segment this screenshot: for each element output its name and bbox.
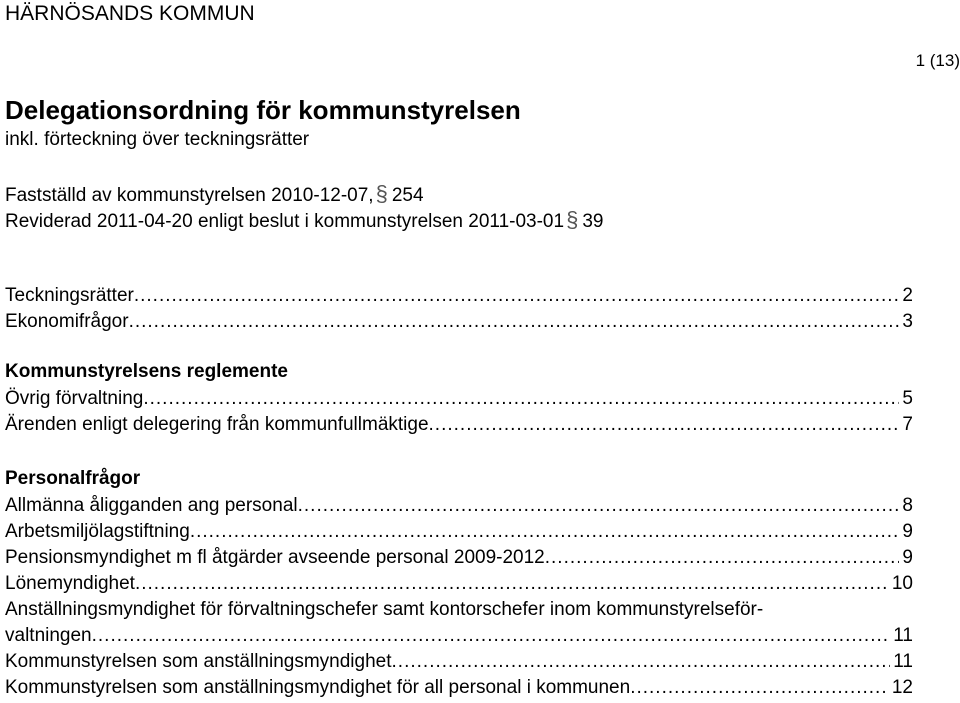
established-text: Fastställd av kommunstyrelsen 2010-12-07, xyxy=(5,185,374,206)
toc-group-general xyxy=(5,283,913,335)
established-line xyxy=(5,181,424,207)
toc-entry[interactable]: Teckningsrätter ..... 2 xyxy=(5,283,913,309)
document-title: Delegationsordning för kommunstyrelsen xyxy=(5,95,521,125)
toc-section-personal xyxy=(5,464,913,701)
revised-text: Reviderad 2011-04-20 enligt beslut i kommunstyrelsen 2011-03-01 xyxy=(5,211,565,232)
toc-entry-multiline-first[interactable]: Anställningsmyndighet för förvaltningschefer samt kontorschefer inom kommunstyrelseför- xyxy=(5,599,764,620)
revised-paragraph: 39 xyxy=(582,211,604,232)
established-paragraph: 254 xyxy=(391,185,424,206)
toc-section-heading: Kommunstyrelsens reglemente xyxy=(5,361,288,382)
toc-section-heading: Personalfrågor xyxy=(5,468,141,489)
revised-line xyxy=(5,207,603,233)
toc-entry-multiline-second[interactable]: valtningen ..... 11 xyxy=(5,623,913,649)
toc-entry[interactable]: Kommunstyrelsen som anställningsmyndighet för all personal i kommunen ..... 12 xyxy=(5,675,913,701)
toc-entry[interactable]: Ärenden enligt delegering från kommunfullmäktige ..... 7 xyxy=(5,412,913,438)
section-sign-icon: § xyxy=(375,181,388,206)
toc-entry[interactable]: Allmänna åligganden ang personal ..... 8 xyxy=(5,493,913,519)
document-subtitle: inkl. förteckning över teckningsrätter xyxy=(5,129,310,150)
toc-entry[interactable]: Ekonomifrågor ..... 3 xyxy=(5,309,913,335)
toc-section-reglemente xyxy=(5,357,913,438)
toc-entry[interactable]: Arbetsmiljölagstiftning ..... 9 xyxy=(5,519,913,545)
page-number: 1 (13) xyxy=(915,51,960,70)
toc-entry[interactable]: Kommunstyrelsen som anställningsmyndighet ..... 11 xyxy=(5,649,913,675)
toc-entry[interactable]: Pensionsmyndighet m fl åtgärder avseende personal 2009-2012 ..... 9 xyxy=(5,545,913,571)
section-sign-icon: § xyxy=(566,207,579,232)
toc-entry[interactable]: Övrig förvaltning ..... 5 xyxy=(5,386,913,412)
toc-entry[interactable]: Lönemyndighet ..... 10 xyxy=(5,571,913,597)
organization-name: HÄRNÖSANDS KOMMUN xyxy=(5,2,255,25)
